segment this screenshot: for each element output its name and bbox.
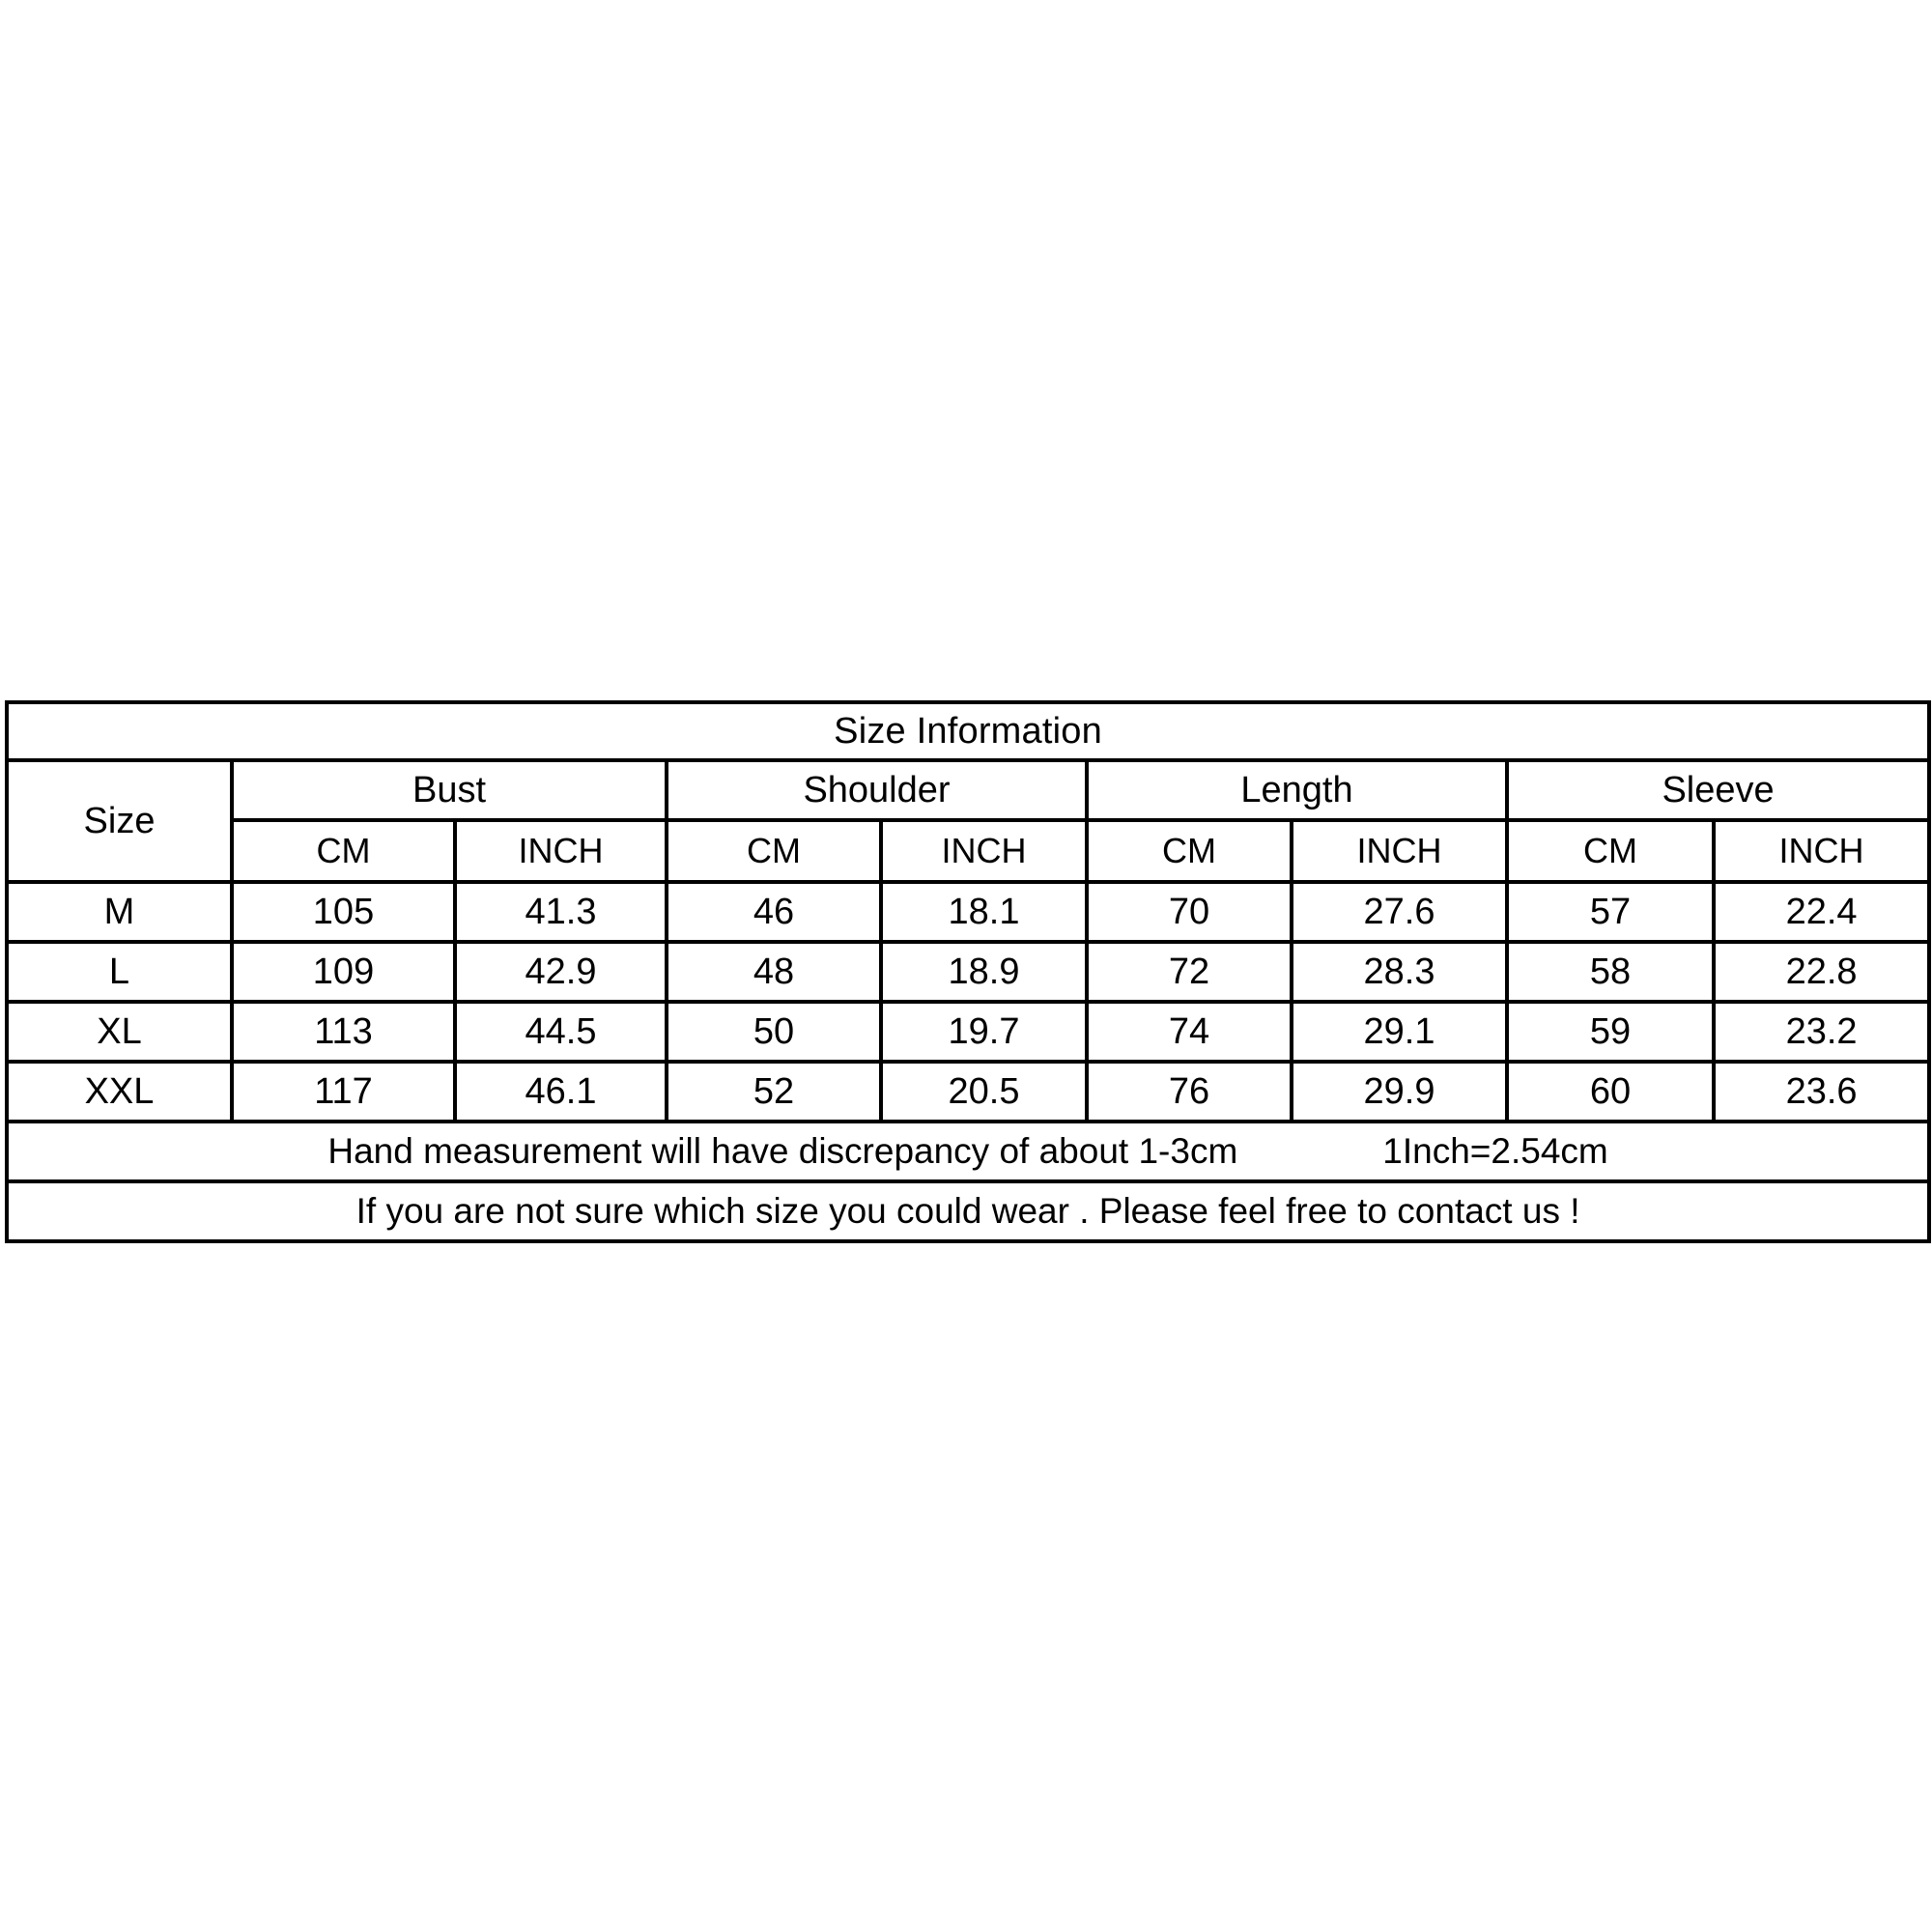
cell-size: XL [7,1002,232,1062]
cell-length-inch: 28.3 [1292,942,1507,1002]
cell-length-cm: 72 [1087,942,1292,1002]
table-note-row-measurement [7,1122,1929,1181]
unit-header-bust-cm: CM [232,820,455,882]
cell-length-cm: 76 [1087,1062,1292,1122]
cell-length-inch: 29.9 [1292,1062,1507,1122]
note-measurement-inner [9,1131,1927,1172]
table-row [7,1002,1929,1062]
unit-header-bust-inch: INCH [455,820,667,882]
cell-bust-cm: 117 [232,1062,455,1122]
table-title-row [7,702,1929,760]
note-contact-text: If you are not sure which size you could wear . Please feel free to contact us ! [7,1181,1929,1241]
cell-length-cm: 74 [1087,1002,1292,1062]
column-group-shoulder: Shoulder [667,760,1087,820]
cell-shoulder-cm: 48 [667,942,881,1002]
cell-sleeve-inch: 22.4 [1714,882,1929,942]
column-group-bust: Bust [232,760,667,820]
cell-bust-inch: 41.3 [455,882,667,942]
table-unit-header-row [7,820,1929,882]
note-conversion-text: 1Inch=2.54cm [1382,1131,1608,1171]
cell-sleeve-cm: 57 [1507,882,1714,942]
cell-shoulder-inch: 20.5 [881,1062,1087,1122]
unit-header-length-cm: CM [1087,820,1292,882]
cell-shoulder-cm: 52 [667,1062,881,1122]
cell-shoulder-inch: 18.9 [881,942,1087,1002]
cell-sleeve-inch: 23.2 [1714,1002,1929,1062]
unit-header-sleeve-cm: CM [1507,820,1714,882]
cell-sleeve-cm: 58 [1507,942,1714,1002]
column-group-sleeve: Sleeve [1507,760,1929,820]
size-information-table [5,700,1931,1243]
table-group-header-row [7,760,1929,820]
unit-header-shoulder-cm: CM [667,820,881,882]
table-note-row-contact [7,1181,1929,1241]
table-row [7,882,1929,942]
cell-length-inch: 29.1 [1292,1002,1507,1062]
table-row [7,942,1929,1002]
cell-shoulder-cm: 46 [667,882,881,942]
cell-bust-inch: 46.1 [455,1062,667,1122]
cell-length-inch: 27.6 [1292,882,1507,942]
column-header-size: Size [7,760,232,882]
cell-bust-cm: 113 [232,1002,455,1062]
cell-shoulder-inch: 19.7 [881,1002,1087,1062]
cell-bust-inch: 42.9 [455,942,667,1002]
cell-shoulder-cm: 50 [667,1002,881,1062]
cell-bust-cm: 109 [232,942,455,1002]
cell-size: XXL [7,1062,232,1122]
size-chart [5,700,1927,1243]
cell-size: M [7,882,232,942]
cell-length-cm: 70 [1087,882,1292,942]
cell-sleeve-inch: 22.8 [1714,942,1929,1002]
unit-header-shoulder-inch: INCH [881,820,1087,882]
cell-bust-cm: 105 [232,882,455,942]
cell-sleeve-cm: 60 [1507,1062,1714,1122]
cell-size: L [7,942,232,1002]
cell-shoulder-inch: 18.1 [881,882,1087,942]
unit-header-sleeve-inch: INCH [1714,820,1929,882]
cell-bust-inch: 44.5 [455,1002,667,1062]
note-discrepancy-text: Hand measurement will have discrepancy of about 1-3cm [327,1131,1238,1171]
note-measurement-cell [7,1122,1929,1181]
cell-sleeve-inch: 23.6 [1714,1062,1929,1122]
unit-header-length-inch: INCH [1292,820,1507,882]
cell-sleeve-cm: 59 [1507,1002,1714,1062]
column-group-length: Length [1087,760,1507,820]
table-row [7,1062,1929,1122]
table-title: Size Information [7,702,1929,760]
